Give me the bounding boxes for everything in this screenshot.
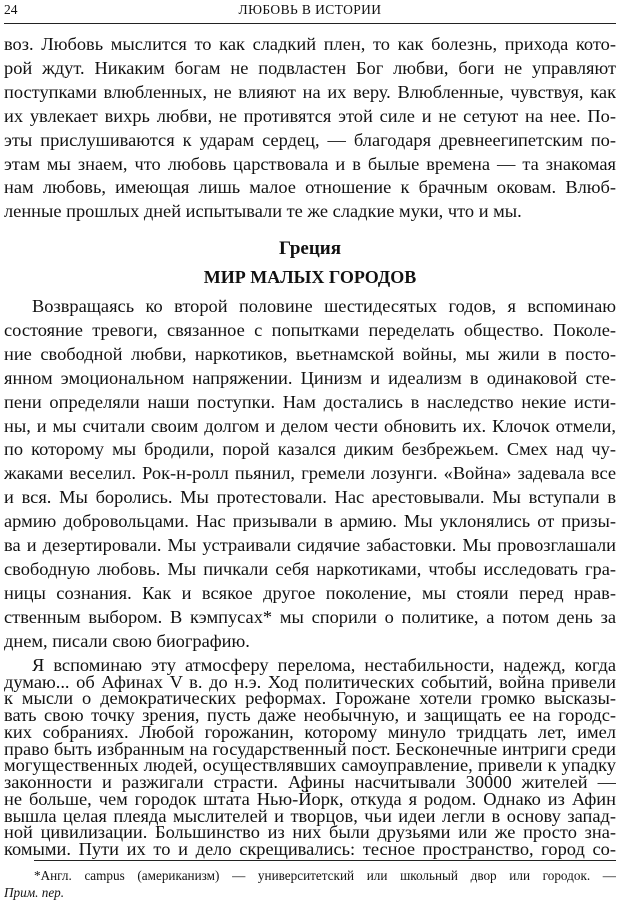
- header-rule: [4, 23, 616, 24]
- text-line: ких собраниях. Любой горожанин, которому минуло тридцать лет, имел: [4, 721, 616, 742]
- text-line: могущественных людей, осуществлявших самоуправление, привели к упадку: [4, 755, 616, 776]
- text-line: эты прислушиваются к ударам сердец, — благодаря древнеегипетским по-: [4, 129, 616, 150]
- text-line: Возвращаясь ко второй половине шестидесятых годов, я вспоминаю: [32, 296, 616, 316]
- text-line: жаками веселил. Рок-н-ролл пьянил, гремели лозунги. «Война» задевала все: [4, 463, 616, 484]
- text-line: ние свободной любви, наркотиков, вьетнамской войны, мы жили в посто-: [4, 343, 616, 364]
- text-line: рой ждут. Никаким богам не подвластен Бог любви, боги не управляют: [4, 57, 616, 78]
- text-line: ницы сознания. Как и всякое другое поколение, мы стояли перед нрав-: [4, 582, 616, 603]
- text-line: право быть избранным на государственный пост. Бесконечные интриги среди: [4, 738, 616, 759]
- text-line: по которому мы бродили, порой казался диким безбрежьем. Смех над чу-: [4, 439, 616, 460]
- text-line: вышла целая плеяда мыслителей и творцов, чьи идеи легли в основу запад-: [4, 805, 616, 826]
- text-line: законности и разжигали страсти. Афины насчитывали 30000 жителей —: [4, 772, 616, 793]
- text-line: ны, и мы считали своим долгом и делом чести обновить их. Клочок отмели,: [4, 415, 616, 436]
- text-line: этам мы знаем, что любовь царствовала и в былые времена — та знакомая: [4, 153, 616, 174]
- text-line: комыми. Пути их то и дело скрещивались: тесное пространство, город со-: [4, 839, 616, 859]
- text-line: пени определяли наши поступки. Нам достались в наследство некие исти-: [4, 391, 616, 412]
- text-line: их увлекает вихрь любви, не противятся этой силе и не сетуют на нее. По-: [4, 105, 616, 126]
- text-line: нам любовь, имеющая лишь малое отношение к брачным оковам. Влюб-: [4, 177, 616, 198]
- footnote-rule: [34, 860, 616, 861]
- text-line: вать свою точку зрения, пусть даже необычную, и защищать ее на городс-: [4, 705, 616, 726]
- text-line: состояние тревоги, связанное с попытками переделать общество. Поколе-: [4, 319, 616, 340]
- text-line: ленные прошлых дней испытывали те же сладкие муки, что и мы.: [4, 201, 522, 222]
- text-line: днем, писали свою биографию.: [4, 630, 250, 651]
- page-number: 24: [4, 2, 18, 17]
- text-line: ва и дезертировали. Мы устраивали сидячие забастовки. Мы провозглашали: [4, 535, 616, 555]
- text-line: к мысли о демократических реформах. Горожане хотели громко высказы-: [4, 688, 616, 709]
- text-line: янном эмоциональном напряжении. Цинизм и идеализм в одинаковой сте-: [4, 367, 616, 388]
- footnote-line: *Англ. campus (американизм) — университетский или школьный двор или городок. —: [34, 868, 616, 883]
- text-line: думаю... об Афинах V в. до н.э. Ход политических событий, война привели: [4, 671, 616, 692]
- text-line: армию добровольцами. Нас призывали в армию. Мы уклонялись от призы-: [4, 511, 616, 532]
- running-head: [4, 2, 616, 22]
- footnote-note: Прим. пер.: [4, 885, 65, 900]
- text-line: ной цивилизации. Большинство из них были друзьями или же просто зна-: [4, 822, 616, 843]
- text-line: ственным выбором. В кэмпусах* мы спорили о политике, а потом день за: [4, 606, 616, 627]
- section-title: Греция: [278, 238, 342, 259]
- text-line: воз. Любовь мыслится то как сладкий плен, то как болезнь, прихода кото-: [4, 34, 616, 54]
- text-line: Я вспоминаю эту атмосферу перелома, нестабильности, надежд, когда: [32, 655, 616, 675]
- text-line: поступками влюбленных, не влияют на их веру. Влюбленные, чувствуя, как: [4, 81, 616, 102]
- section-subtitle: МИР МАЛЫХ ГОРОДОВ: [203, 267, 417, 287]
- text-line: не больше, чем городок штата Нью-Йорк, откуда я родом. Однако из Афин: [4, 788, 616, 809]
- text-line: и вся. Мы боролись. Мы протестовали. Нас арестовывали. Мы вступали в: [4, 487, 616, 508]
- running-title: ЛЮБОВЬ В ИСТОРИИ: [238, 2, 382, 17]
- text-line: свободную любовь. Мы пичкали себя наркотиками, чтобы исследовать гра-: [4, 558, 616, 579]
